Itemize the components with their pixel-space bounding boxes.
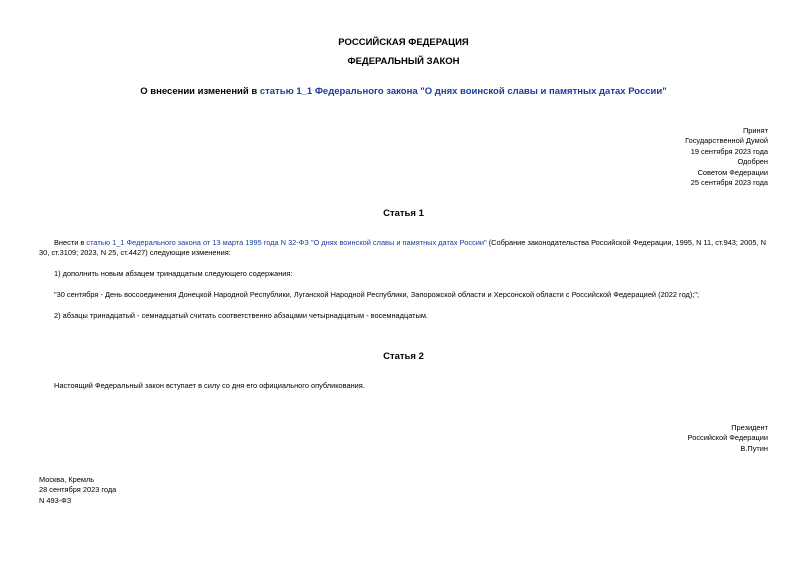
adoption-line: Принят: [742, 126, 768, 135]
place-date-line: 28 сентября 2023 года: [39, 485, 117, 495]
article2-heading: Статья 2: [383, 351, 424, 362]
article2-text: Настоящий Федеральный закон вступает в силу со дня его официального опубликования.: [54, 381, 365, 390]
place-date-line: Москва, Кремль: [39, 475, 95, 484]
adoption-line: Советом Федерации: [697, 167, 768, 177]
article1-heading: Статья 1: [383, 208, 424, 219]
doc-type-heading: ФЕДЕРАЛЬНЫЙ ЗАКОН: [347, 56, 460, 67]
country-heading: РОССИЙСКАЯ ФЕДЕРАЦИЯ: [338, 37, 469, 48]
article1-item1: 1) дополнить новым абзацем тринадцатым следующего содержания:: [54, 269, 293, 278]
adoption-line: Одобрен: [737, 157, 768, 167]
adoption-line: 19 сентября 2023 года: [690, 146, 768, 156]
article1-intro-link[interactable]: статью 1_1 Федерального закона от 13 марта 1995 года N 32-ФЗ "О днях воинской славы и памятных датах России": [86, 238, 487, 247]
law-title-link[interactable]: статью 1_1 Федерального закона "О днях воинской славы и памятных датах России": [259, 86, 667, 97]
signature-line: В.Путин: [740, 443, 768, 453]
article1-item2: 2) абзацы тринадцатый - семнадцатый считать соответственно абзацами четырнадцатым - восемнадцатым.: [54, 311, 428, 320]
article1-quote: "30 сентября - День воссоединения Донецкой Народной Республики, Луганской Народной Республики, Запорожской области и Херсонской области с Российской Федерацией (2022 год);";: [54, 290, 700, 299]
article1-intro-prefix: Внести в: [54, 238, 87, 247]
place-date-block: [39, 475, 116, 506]
adoption-block: [685, 126, 768, 188]
signature-line: Российской Федерации: [687, 433, 768, 443]
law-title: [0, 86, 807, 98]
place-date-line: N 493-ФЗ: [39, 495, 72, 505]
adoption-line: 25 сентября 2023 года: [690, 178, 768, 188]
signature-line: Президент: [731, 423, 768, 432]
article1-intro: [39, 238, 770, 258]
adoption-line: Государственной Думой: [685, 136, 768, 146]
article1-intro-suffix: (Собрание законодательства Российской Федерации, 1995, N 11, ст.943; 2005, N 30, ст.3109; 2023, N 25, ст.4427) следующие изменения:: [39, 238, 766, 258]
signature-block: [688, 423, 768, 454]
law-title-prefix: О внесении изменений в: [140, 86, 260, 97]
